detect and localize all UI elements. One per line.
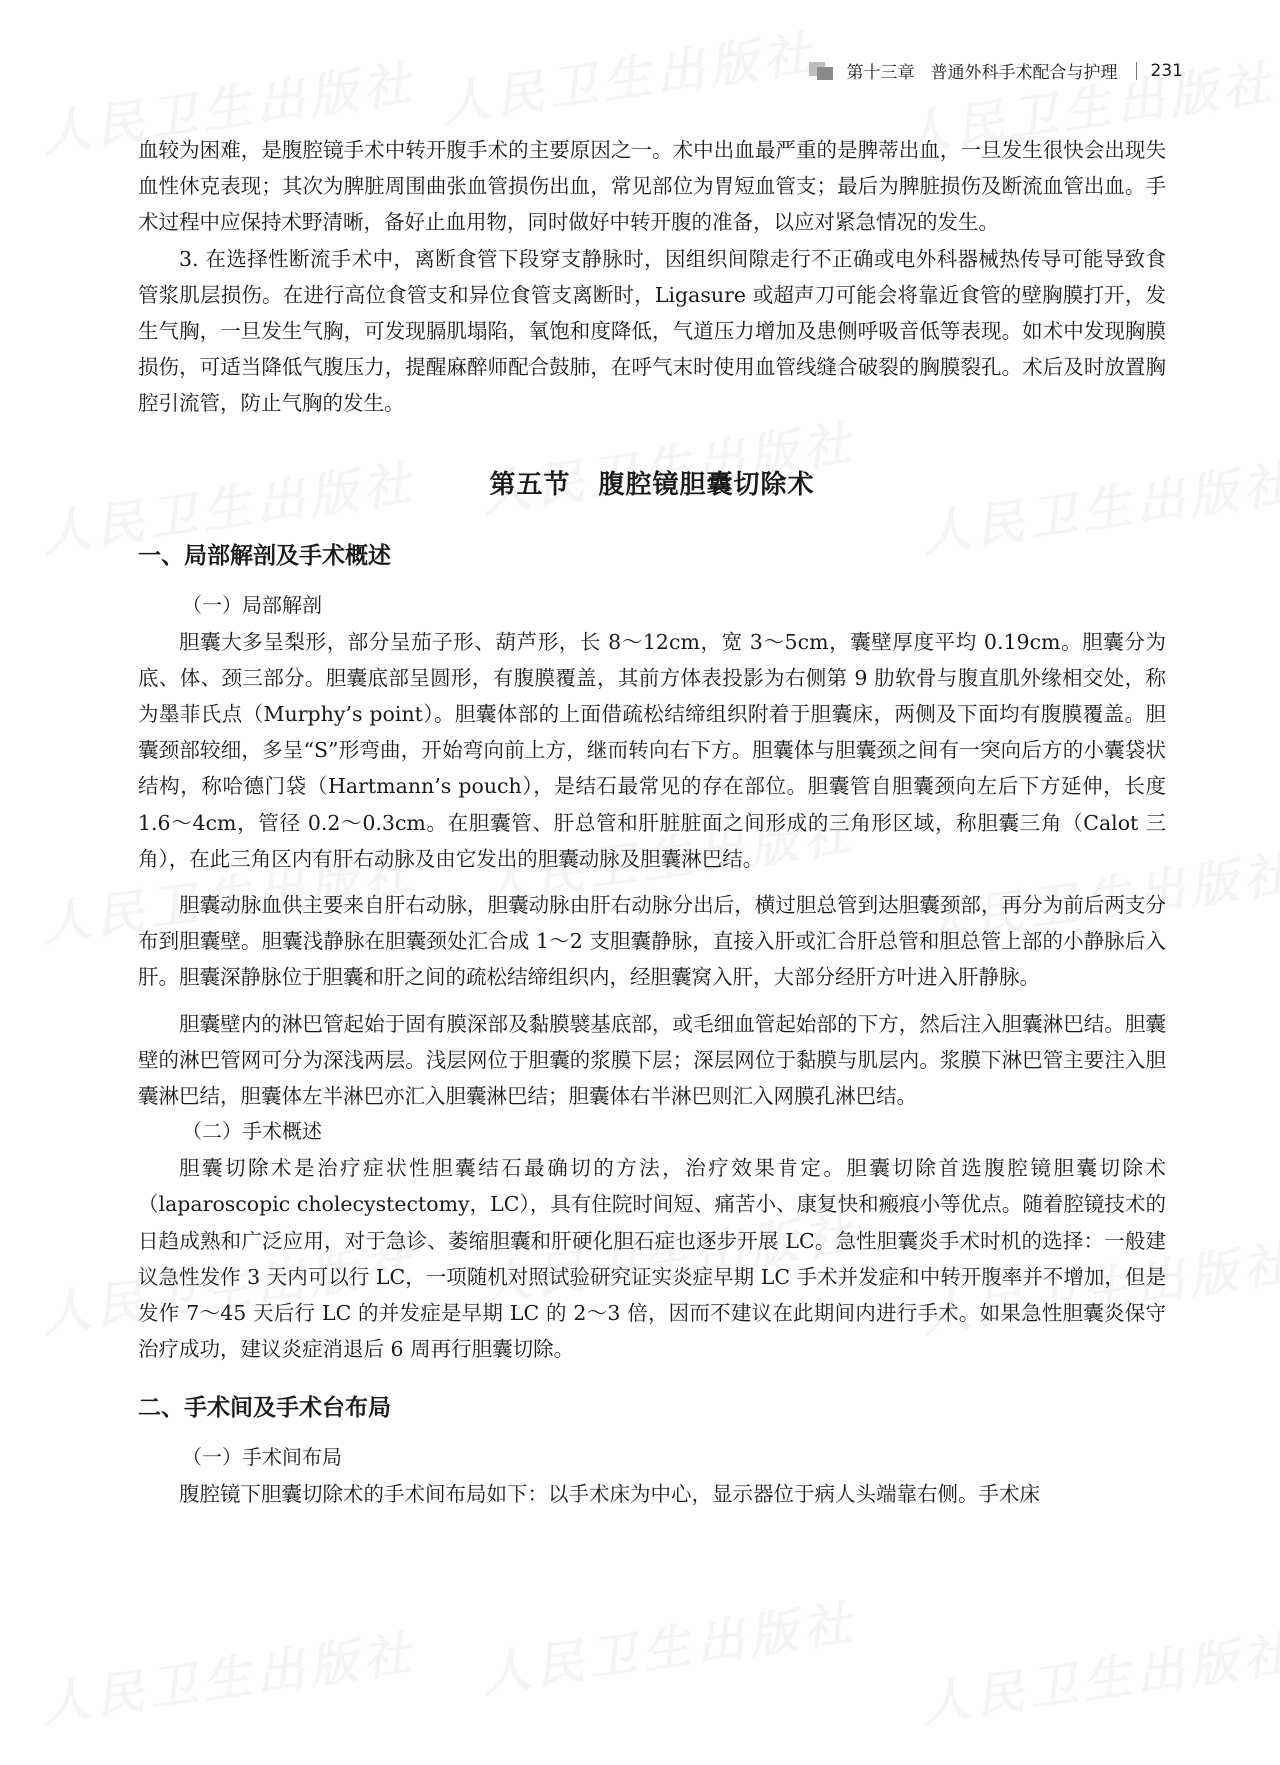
subheading-overview: （二）手术概述 xyxy=(182,1119,322,1144)
paragraph-item-3: 3. 在选择性断流手术中，离断食管下段穿支静脉时，因组织间隙走行不正确或电外科器械热传导可能导致食管浆肌层损伤。在进行高位食管支和异位食管支离断时，Ligasure 或超声刀可能会将靠近食管的壁胸膜打开，发生气胸，一旦发生气胸，可发现膈肌塌陷，氧饱和度降低，气道压力增加及患侧呼吸音低等表现。如术中发现胸膜损伤，可适当降低气腹压力，提醒麻醉师配合鼓肺，在呼气末时使用血管线缝合破裂的胸膜裂孔。术后及时放置胸腔引流管，防止气胸的发生。 xyxy=(138,246,1166,416)
subheading-room-layout: （一）手术间布局 xyxy=(182,1445,342,1470)
chapter-number: 第十三章 xyxy=(846,63,915,83)
section-number: 第五节 xyxy=(489,469,571,500)
watermark xyxy=(917,1614,1280,1735)
watermark xyxy=(37,1614,421,1735)
paragraph-anatomy-3: 胆囊壁内的淋巴管起始于固有膜深部及黏膜襞基底部，或毛细血管起始部的下方，然后注入胆囊淋巴结。胆囊壁的淋巴管网可分为深浅两层。浅层网位于胆囊的浆膜下层；深层网位于黏膜与肌层内。浆膜下淋巴管主要注入胆囊淋巴结，胆囊体左半淋巴亦汇入胆囊淋巴结；胆囊体右半淋巴则汇入网膜孔淋巴结。 xyxy=(138,1011,1166,1109)
watermark xyxy=(437,14,821,135)
chapter-title: 普通外科手术配合与护理 xyxy=(930,63,1118,83)
paragraph-continued: 血较为困难，是腹腔镜手术中转开腹手术的主要原因之一。术中出血最严重的是脾蒂出血，一旦发生很快会出现失血性休克表现；其次为脾脏周围曲张血管损伤出血，常见部位为胃短血管支；最后为脾脏损伤及断流血管出血。手术过程中应保持术野清晰，备好止血用物，同时做好中转开腹的准备，以应对紧急情况的发生。 xyxy=(138,138,1166,235)
page-number: 231 xyxy=(1150,60,1183,81)
page-body xyxy=(138,132,1166,1513)
paragraph-anatomy-1: 胆囊大多呈梨形，部分呈茄子形、葫芦形，长 8～12cm，宽 3～5cm，囊壁厚度平均 0.19cm。胆囊分为底、体、颈三部分。胆囊底部呈圆形，有腹膜覆盖，其前方体表投影为右侧第 9 肋软骨与腹直肌外缘相交处，称为墨菲氏点（Murphy’s point）。胆囊体部的上面借疏松结缔组织附着于胆囊床，两侧及下面均有腹膜覆盖。胆囊颈部较细，多呈“S”形弯曲，开始弯向前上方，继而转向右下方。胆囊体与胆囊颈之间有一突向后方的小囊袋状结构，称哈德门袋（Hartmann’s pouch），是结石最常见的存在部位。胆囊管自胆囊颈向左后下方延伸，长度 1.6～4cm，管径 0.2～0.3cm。在胆囊管、肝总管和肝脏脏面之间形成的三角形区域，称胆囊三角（Calot 三角），在此三角区内有肝右动脉及由它发出的胆囊动脉及胆囊淋巴结。 xyxy=(138,629,1166,871)
header-decoration-icon xyxy=(809,62,833,80)
watermark xyxy=(477,1584,861,1705)
paragraph-room-layout-1: 腹腔镜下胆囊切除术的手术间布局如下：以手术床为中心，显示器位于病人头端靠右侧。手术床 xyxy=(179,1482,1040,1507)
running-header xyxy=(809,58,1183,83)
paragraph-anatomy-2: 胆囊动脉血供主要来自肝右动脉，胆囊动脉由肝右动脉分出后，横过胆总管到达胆囊颈部，再分为前后两支分布到胆囊壁。胆囊浅静脉在胆囊颈处汇合成 1～2 支胆囊静脉，直接入肝或汇合肝总管和胆总管上部的小静脉后入肝。胆囊深静脉位于胆囊和肝之间的疏松结缔组织内，经胆囊窝入肝，大部分经肝方叶进入肝静脉。 xyxy=(138,893,1166,990)
heading-part-2: 二、手术间及手术台布局 xyxy=(138,1395,391,1422)
section-title xyxy=(138,464,1166,501)
header-divider xyxy=(1136,62,1137,80)
section-name: 腹腔镜胆囊切除术 xyxy=(598,469,815,500)
heading-part-1: 一、局部解剖及手术概述 xyxy=(138,542,391,569)
subheading-anatomy: （一）局部解剖 xyxy=(182,592,322,617)
paragraph-overview-1: 胆囊切除术是治疗症状性胆囊结石最确切的方法，治疗效果肯定。胆囊切除首选腹腔镜胆囊切除术（laparoscopic cholecystectomy，LC），具有住院时间短、痛苦小、康复快和瘢痕小等优点。随着腔镜技术的日趋成熟和广泛应用，对于急诊、萎缩胆囊和肝硬化胆石症也逐步开展 LC。急性胆囊炎手术时机的选择：一般建议急性发作 3 天内可以行 LC，一项随机对照试验研究证实炎症早期 LC 手术并发症和中转开腹率并不增加，但是发作 7～45 天后行 LC 的并发症是早期 LC 的 2～3 倍，因而不建议在此期间内进行手术。如果急性胆囊炎保守治疗成功，建议炎症消退后 6 周再行胆囊切除。 xyxy=(138,1156,1166,1362)
